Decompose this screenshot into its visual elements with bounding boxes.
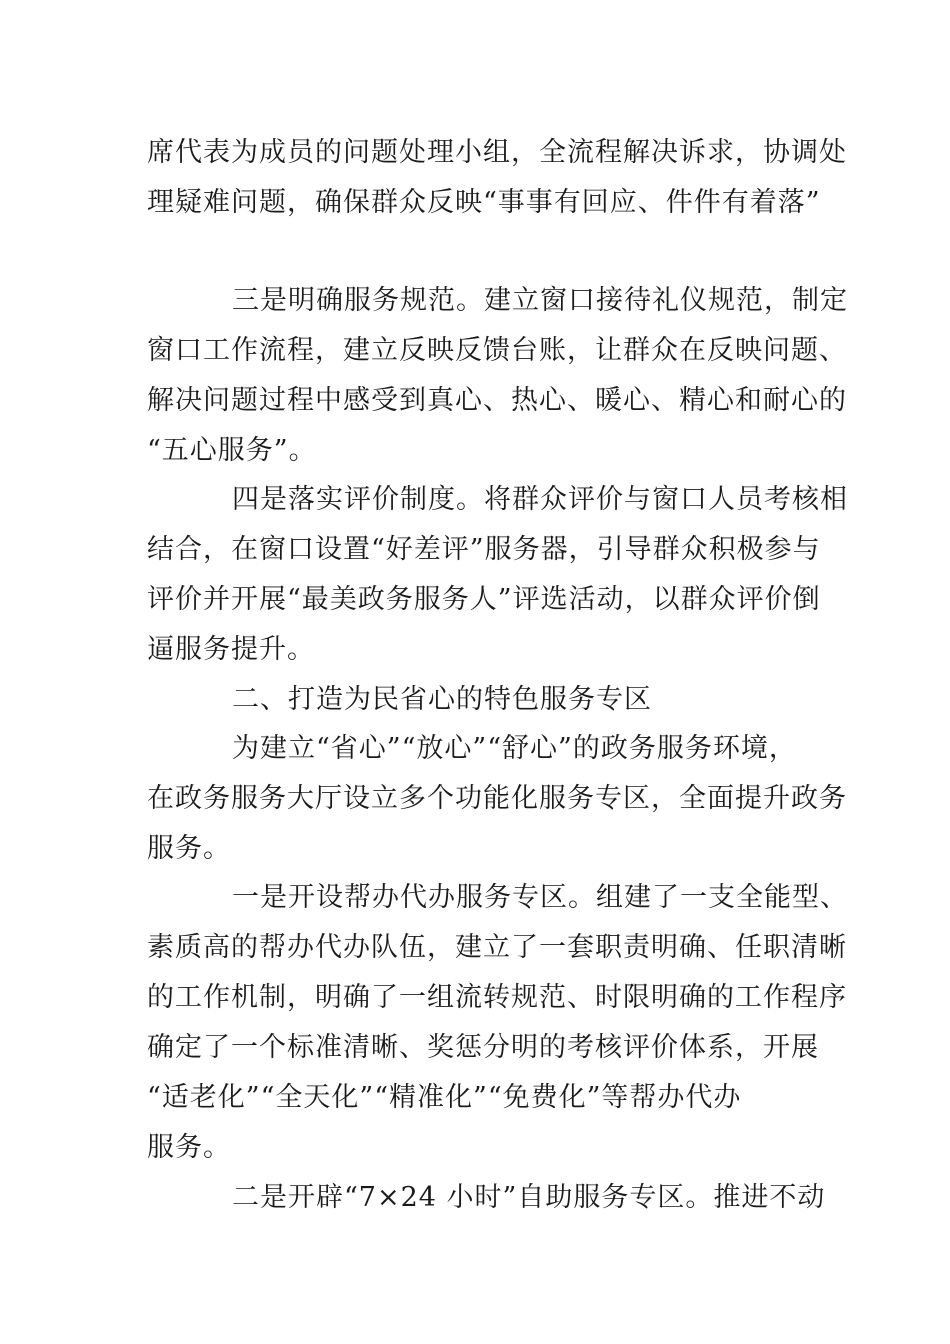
section-heading: 二、打造为民省心的特色服务专区 bbox=[232, 684, 652, 715]
text-line: “适老化”“全天化”“精准化”“免费化”等帮办代办 bbox=[147, 1082, 742, 1113]
text-line: 四是落实评价制度。将群众评价与窗口人员考核相 bbox=[232, 484, 848, 515]
text-line: 为建立“省心”“放心”“舒心”的政务服务环境， bbox=[232, 733, 797, 764]
text-line: 的工作机制，明确了一组流转规范、时限明确的工作程序 bbox=[147, 982, 847, 1013]
text-line: 二是开辟“7×24 小时”自助服务专区。推进不动 bbox=[232, 1182, 826, 1213]
text-line: 解决问题过程中感受到真心、热心、暖心、精心和耐心的 bbox=[147, 385, 847, 416]
text-line: 一是开设帮办代办服务专区。组建了一支全能型、 bbox=[232, 882, 848, 913]
text-line: 素质高的帮办代办队伍，建立了一套职责明确、任职清晰 bbox=[147, 932, 847, 963]
text-line: 服务。 bbox=[147, 1132, 231, 1163]
text-line: 三是明确服务规范。建立窗口接待礼仪规范，制定 bbox=[232, 285, 848, 316]
text-line: 席代表为成员的问题处理小组，全流程解决诉求，协调处 bbox=[147, 137, 847, 168]
text-line: 在政务服务大厅设立多个功能化服务专区，全面提升政务 bbox=[147, 783, 847, 814]
text-line: 理疑难问题，确保群众反映“事事有回应、件件有着落” bbox=[147, 187, 821, 218]
text-line: 服务。 bbox=[147, 833, 231, 864]
text-line: 结合，在窗口设置“好差评”服务器，引导群众积极参与 bbox=[147, 534, 821, 565]
text-line: “五心服务”。 bbox=[147, 435, 317, 466]
text-line: 评价并开展“最美政务服务人”评选活动，以群众评价倒 bbox=[147, 584, 821, 615]
text-line: 确定了一个标准清晰、奖惩分明的考核评价体系，开展 bbox=[147, 1032, 819, 1063]
text-line: 窗口工作流程，建立反映反馈台账，让群众在反映问题、 bbox=[147, 335, 847, 366]
text-line: 逼服务提升。 bbox=[147, 634, 315, 665]
